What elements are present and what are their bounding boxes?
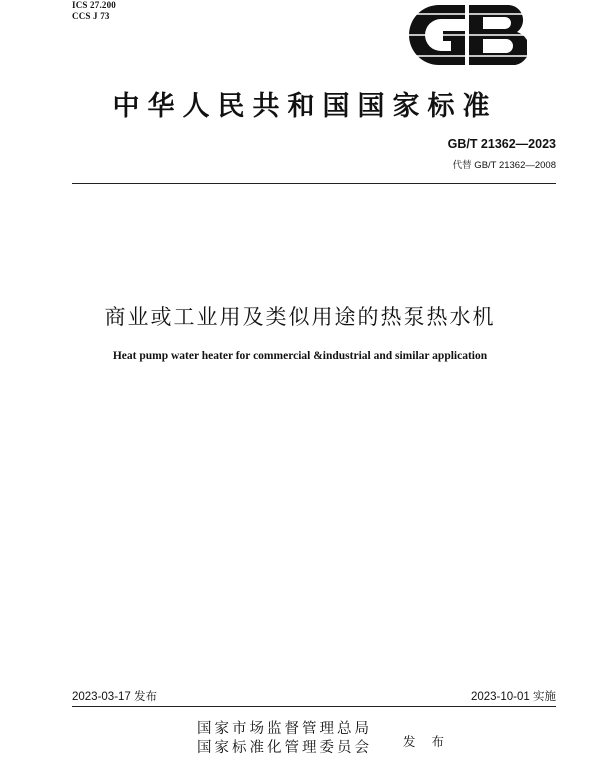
standard-title-english: Heat pump water heater for commercial &industrial and similar application [112,350,488,362]
classification-codes [72,0,116,22]
issue-date: 2023-03-17 发布 [72,691,158,703]
ics-code: ICS 27.200 [72,0,117,10]
national-standard-title: 中华人民共和国国家标准 [112,91,498,122]
replaces-standard: 代替 GB/T 21362—2008 [452,160,556,171]
implementation-date: 2023-10-01 实施 [470,691,556,703]
bottom-divider [72,706,556,707]
issuer-samr: 国家市场监督管理总局 [197,721,372,737]
issuer-sac: 国家标准化管理委员会 [197,740,372,756]
gb-logo [403,5,527,65]
standard-title-chinese: 商业或工业用及类似用途的热泵热水机 [104,305,496,329]
issuing-authorities [197,720,372,758]
publish-label: 发 布 [403,734,450,749]
ccs-code: CCS J 73 [72,11,110,21]
standard-number: GB/T 21362—2023 [447,137,556,151]
top-divider [72,183,556,184]
